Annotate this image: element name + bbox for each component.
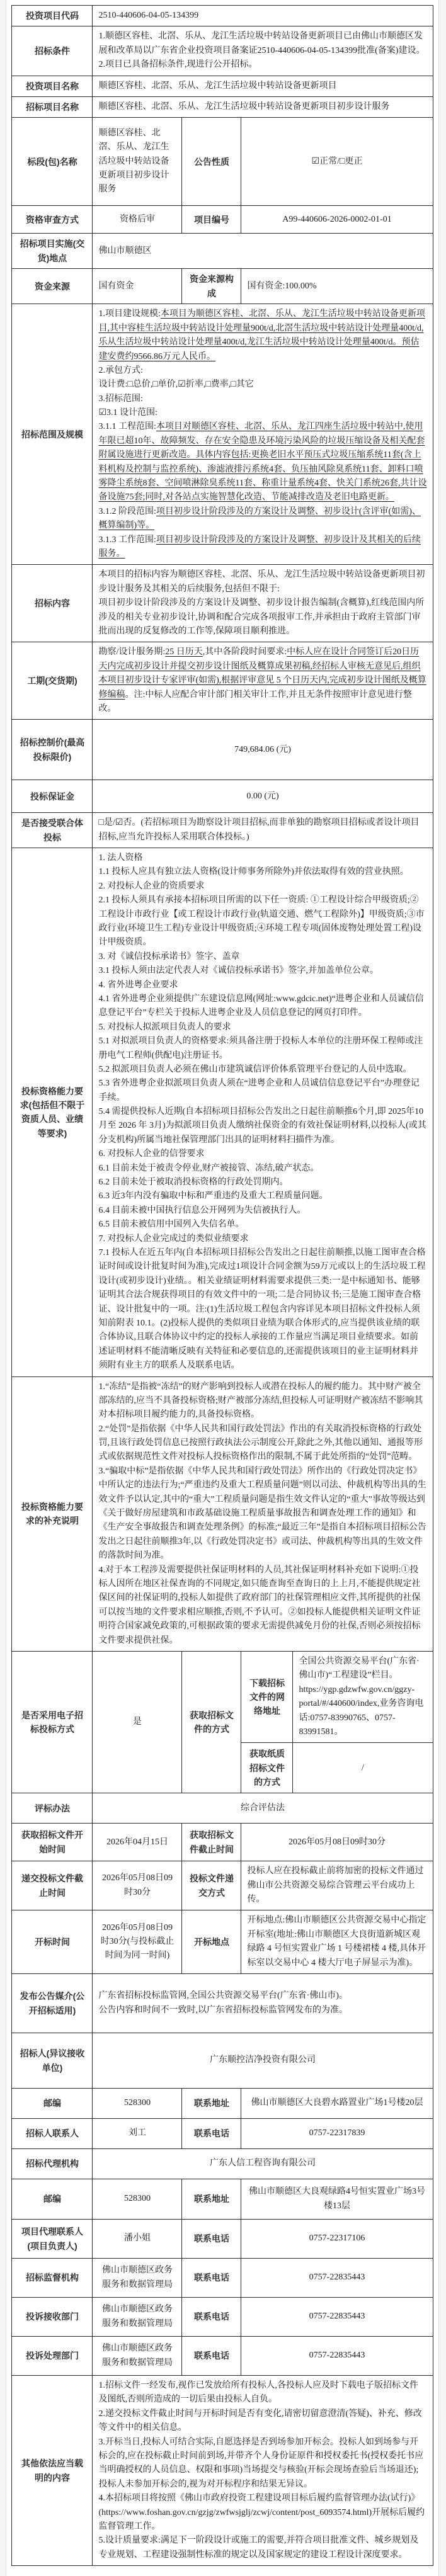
- project-code-value: 2510-440606-04-05-134399: [93, 6, 433, 26]
- bid-bond-value: 0.00 (元): [93, 780, 433, 813]
- project-number-value: A99-440606-2026-0002-01-01: [241, 206, 433, 234]
- funding-composition-value: 国有资金:100.00%: [241, 269, 433, 304]
- e-bidding-label: 是否采用电子招标投标方式: [12, 1651, 93, 1793]
- table-row: [12, 1910, 433, 1974]
- doc-obtain-method-label: 获取招标文件的方式: [182, 1651, 241, 1793]
- phone2-label: 联系电话: [182, 2220, 241, 2259]
- table-row: [12, 206, 433, 234]
- table-row: [12, 2179, 433, 2220]
- agency-value: 广东人信工程咨询有限公司: [93, 2149, 433, 2179]
- conditions-label: 招标条件: [12, 26, 93, 76]
- zip1-label: 邮编: [12, 2089, 93, 2119]
- others-label: 其他依法应当载明的内容: [12, 2376, 93, 2566]
- table-row: [12, 269, 433, 304]
- qualify-req-label: 投标资格能力要求(包括但不限于资质人员、业绩等要求): [12, 848, 93, 1376]
- download-url-value: 全国公共资源交易平台(广东省·佛山市)“工程建设”栏目。https://ygp.gdzwfw.gov.cn/ggzy-portal/#/440600/index,业务咨询电话:0757-83990765、0757-83991581。: [293, 1651, 433, 1742]
- phone4-value: 0757-22835443: [241, 2298, 433, 2337]
- phone5-label: 联系电话: [182, 2337, 241, 2376]
- submission-deadline-label: 递交投标文件截止时间: [12, 1861, 93, 1910]
- paper-doc-label: 获取纸质招标文件的方式: [241, 1743, 293, 1793]
- consortium-label: 是否接受联合体投标: [12, 813, 93, 848]
- supplement-label: 投标资格能力要求的补充说明: [12, 1376, 93, 1651]
- table-row: [12, 6, 433, 26]
- download-url-label: 下载招标文件的网络地址: [241, 1651, 293, 1742]
- tenderer-value: 广东顺控洁净投资有限公司: [93, 2033, 433, 2089]
- media-value: 广东省招标投标监管网,全国公共资源交易平台(广东省·佛山市)。 公告内容和时间不一致时,以广东省招标投标监管网发布的为准。: [93, 1974, 433, 2033]
- evaluation-method-label: 评标办法: [12, 1793, 93, 1824]
- table-row: [12, 2033, 433, 2089]
- section-value: 顺德区容桂、北滘、乐从、龙江生活垃圾中转站设备更新项目初步设计服务: [93, 118, 182, 206]
- phone1-label: 联系电话: [182, 2119, 241, 2149]
- conditions-value: 1.顺德区容桂、北滘、乐从、龙江生活垃圾中转站设备更新项目已由佛山市顺德区发展和改革局以广东省企业投资项目备案证2510-440606-04-05-134399批准(备案)建设。 2.项目已具备招标条件,现进行公开招标。: [93, 26, 433, 76]
- delivery-location-value: 佛山市顺德区: [93, 234, 433, 269]
- submission-method-label: 投标文件递交方式: [182, 1861, 241, 1910]
- address1-label: 联系地址: [182, 2089, 241, 2119]
- supplement-value: 1.“冻结”是指被“冻结”的财产影响到投标人或潜在投标人的履约能力。其中财产被全部冻结的,应当不具备投标资格;财产被部分冻结,但投标人可证明财产被冻结不影响其对本招标项目履约能力的,具备投标资格。 2.“处罚”是指依据《中华人民共和国行政处罚法》作出的有关取消投标资格的行政处罚,且该行政处罚信息已按照行政执法公示制度公开,除此之外,其他以通知、通报等形式或依据规范性文件对投标人投标资格作出的限制,不属于此处所指的“处罚”范畴。 3.“骗取中标”是指依据《中华人民共和国行政处罚法》所作出的《行政处罚决定书》中所认定的违法行为;“严重违约及重大工程质量问题”则以司法、仲裁机构等出具的生效文件予以认定,其中的“重大”工程质量问题是指生效文件认定的“重大”事故等级达到《关于做好房屋建筑和市政基础设施工程质量事故报告和调查处理工作的通知》和《生产安全事故报告和调查处理条例》的标准;“最近三年”是指自本招标项目招标公告发出之日起往前顺推3年,以《行政处罚决定书》或司法、仲裁机构等出具的生效文件的落款时间为准。 4.对于本工程涉及需要提供社保证明材料的人员,其社保证明材料补充如下说明:①投标人因所在地区社保查询的不同规定,如只能查询至查询日的上上月,不能提供规定社保区间的社保证明的,投标人如提供了政府部门的社保管理相应文件,其所提供的社保可以按当地的文件要求相应顺推,否则,不予认可。②如投标人能提供相关证明文件证明符合国家减免政策的,可根据政策的要求无需提供减免月份的社保,否则必须按招标文件要求提供社保。: [93, 1376, 433, 1651]
- scope-label: 招标范围及规模: [12, 304, 93, 565]
- funding-composition-label: 资金来源构成: [182, 269, 241, 304]
- delivery-location-label: 招标项目实施(交货)地点: [12, 234, 93, 269]
- table-row: [12, 26, 433, 76]
- consortium-value: □是/☑否。(若招标项目为勘察设计项目招标,而非单独的勘察项目招标或者设计项目招标,应当允许投标人采用联合体投标。): [93, 813, 433, 848]
- table-row: [12, 2089, 433, 2119]
- duration-label: 工期(交货期): [12, 642, 93, 720]
- paper-doc-value: /: [293, 1743, 433, 1793]
- supervisor-value: 佛山市顺德区政务服务和数据管理局: [93, 2259, 182, 2298]
- e-bidding-value: 是: [93, 1651, 182, 1793]
- table-row: [12, 2337, 433, 2376]
- phone3-value: 0757-22835443: [241, 2259, 433, 2298]
- supervisor-label: 招标监督机构: [12, 2259, 93, 2298]
- table-row: [12, 1974, 433, 2033]
- control-price-label: 招标控制价(最高投标限价): [12, 720, 93, 780]
- qualify-req-value: 1. 法人资格 1.1 投标人应具有独立法人资格(设计师事务所除外)并依法取得有效的营业执照。 2. 对投标人企业的资质要求 2.1 投标人须具有承接本招标项目所需的以下任一资质: ①工程设计综合甲级资质;②工程设计市政行业【或工程设计市政行业(轨道交通、燃气工程除外)】甲级资质;③市政行业(环境卫生工程)专业设计甲级资质;④环境工程专项(固体废物处理处置工程)设计甲级资质。 3. 对《诚信投标承诺书》签字、盖章 3.1 投标人须由法定代表人对《诚信投标承诺书》签字,并加盖单位公章。 4. 省外进粤企业要求 4.1 省外进粤企业须提供广东建设信息网(网址:www.gdcic.net)“进粤企业和人员诚信信息登记平台”专栏关于投标人进粤企业及人员信息登记的网页打印件。 5. 对投标人拟派项目负责人的要求 5.1 对拟派项目负责人的资格要求:须具备注册于投标人本单位的注册环保工程师或注册电气工程师(供配电)注册证书。 5.2 拟派项目负责人必须在佛山市建筑诚信评价体系管理平台登记的人员中选取。 5.3 省外进粤企业拟派项目负责人须在“进粤企业和人员诚信信息登记平台”办理登记手续。 5.4 需提供投标人近期(自本招标项目招标公告发出之日起往前顺推6个月,即 2025年10月至 2026 年 3月)为拟派项目负责人缴纳社保资金的有效社保证明材料,以投标人(或其分支机构)所属当地社保管理部门出具的证明材料扫描件为准。 6. 对投标人企业的信誉要求 6.1 目前未处于被责令停业,财产被接管、冻结,破产状态。 6.2 目前未处于被取消投标资格的行政处罚期内。 6.3 近3年内没有骗取中标和严重违约及重大工程质量问题。 6.4 目前未被中国执行信息公开网列为失信被执行人。 6.5 目前未被信用中国列入失信名单。 7. 对投标人企业完成过的类似业绩要求 7.1 投标人在近五年内(自本招标项目招标公告发出之日起往前顺推,以施工图审查合格证时间或设计批复时间为准),完成过1项设计合同金额为59万元或以上的生活垃圾工程设计(或初步设计)业绩。。相关业绩证明材料需要求提供三类:一是中标通知书、能够证明其合法合规获得项目的有效文件中的一项;二是合同协议书;三是施工图审查合格证、设计批复中的一项。注:(1)生活垃圾工程包含内容详见本项目招标文件投标人须知前附表 10.1。(2)投标人提供的类似项目业绩为联合体形式的,应当提供该业绩的联合体协议,且联合体协议中约定的投标人承接的工作量应当满足项目业绩要求。如前述证明材料不能清晰反映有关特征和必要信息的,还需提供该项目的业主证明材料并须附有业主方的联系人及联系电话。: [93, 848, 433, 1376]
- tenderer-contact-value: 刘工: [93, 2119, 182, 2149]
- tenderer-contact-label: 招标人联系人: [12, 2119, 93, 2149]
- notice-nature-label: 公告性质: [182, 118, 241, 206]
- tender-content-value: 本项目的招标内容为顺德区容桂、北滘、乐从、龙江生活垃圾中转站设备更新项目初步设计服务及其相关的后续服务,包括但不限于: 项目初步设计阶段涉及的方案设计及调整、初步设计报告编制(含概算),红线范围内所涉及的相关专业初步设计,协调和配合完成各项报审工作,并承担由于政府主管部门审批而出现的反复修改的工作等,保障项目顺利推进。: [93, 565, 433, 642]
- scope-value: 1.项目建设规模:本项目为顺德区容桂、北滘、乐从、龙江生活垃圾中转站设备更新项目,其中容桂生活垃圾中转站设计处理量900t/d,北滘生活垃圾中转站设计处理量400t/d,乐从生活垃圾中转站设计处理量400t/d,龙江生活垃圾中转站设计处理量400t/d。预估建安费约9566.86万元人民币。 2.承包方式: 设计费:□总价,□单价,☑折率,□费率,□其它 3.招标范围: ☑3.1 设计范围: 3.1.1 工程范围:本项目对顺德区容桂、北滘、乐从、龙江四座生活垃圾中转站中,使用年限已超10年、故障频发、存在安全隐患及环境污染风险的垃圾压缩设备及相关配套附属设施进行更新改造。具体内容包括:更换老旧水平预压式垃圾压缩系统11套(含上料机构及控制与监控系统)、渗滤液排污系统4套、负压抽风除臭系统11套、卸料口喷雾降尘系统8套、空间喷淋除臭系统11套、称重计量系统4套、快关门系统26套,共计设备设施75套;同时,对各站点实施智慧化改造、节能减排改造及老旧电路更新。 3.1.2 阶段范围:项目初步设计阶段涉及的方案设计及调整、初步设计(含评审(如需)、概算编制)等。 3.1.3 工作范围:项目初步设计阶段涉及的方案设计及调整、初步设计及其相关的后续服务。: [93, 304, 433, 565]
- phone1-value: 0757-22317839: [241, 2119, 433, 2149]
- agency-label: 招标代理机构: [12, 2149, 93, 2179]
- qualification-method-label: 资格审查方式: [12, 206, 93, 234]
- address1-value: 佛山市顺德区大良碧水路置业广场1号楼20层: [241, 2089, 433, 2119]
- others-value: 1.招标文件一经发布,视作已发放给所有投标人,各投标人应及时下载电子版招标文件及图纸,否则所造成的一切后果由投标人自负。 2.递交投标文件截止时间与开标时间是否有变化,请密切留意澄清(答疑)、补充、修改等文件中的相关信息。 3.开标当日,投标人可结合实际,自愿选择是否到场参加开标会。投标人如到场参与开标会的,应在投标截止时间前到场,并带齐个人身份证原件和授权委托书(授权委托书应当明确授权的人员信息、权限和事项)当场提交与核验(开标会现场查验后当场退还);投标人未参加开标会的,视为对开标程序和结果无异议。 4.本招标项目将按照《佛山市政府投资工程建设项目标后履约监督管理办法(试行)》(https://www.foshan.gov.cn/gzjg/zwfwsjglj/zcwj/content/post_6093574.html)开展标后履约监督管理工作。 5.设计质量要求:满足下一阶段设计或施工的需要,并符合项目批准文件、城乡规划及专业规划、工程建设强制性标准的规定以及国家规定的建设工程设计深度要求。: [93, 2376, 433, 2566]
- opening-place-label: 开标地点: [182, 1910, 241, 1974]
- table-row: [12, 720, 433, 780]
- table-row: [12, 1824, 433, 1861]
- table-row: [12, 118, 433, 206]
- notice-nature-value: ☑正常/□更正: [241, 118, 433, 206]
- table-row: [12, 2259, 433, 2298]
- address2-value: 佛山市顺德区大良观绿路4号恒实置业广场3号楼13层: [241, 2179, 433, 2220]
- zip1-value: 528300: [93, 2089, 182, 2119]
- media-label: 发布公告媒介(公开招标适用): [12, 1974, 93, 2033]
- tender-announcement-table: [11, 5, 433, 2566]
- table-row: [12, 1793, 433, 1824]
- table-row: [12, 234, 433, 269]
- announcement-page: [6, 0, 439, 2576]
- tender-name-label: 招标项目名称: [12, 96, 93, 117]
- table-row: [12, 813, 433, 848]
- table-row: [12, 1651, 433, 1742]
- doc-start-time-value: 2026年04月15日: [93, 1824, 182, 1861]
- qualification-method-value: 资格后审: [93, 206, 182, 234]
- table-row: [12, 2220, 433, 2259]
- agent-contact-label: 项目代理联系人(项目负责人): [12, 2220, 93, 2259]
- project-number-label: 项目编号: [182, 206, 241, 234]
- section-label: 标段(包)名称: [12, 118, 93, 206]
- zip2-label: 邮编: [12, 2179, 93, 2220]
- zip2-value: 528300: [93, 2179, 182, 2220]
- funding-source-label: 资金来源: [12, 269, 93, 304]
- control-price-value: 749,684.06 (元): [93, 720, 433, 780]
- table-row: [12, 1376, 433, 1651]
- tenderer-label: 招标人(异议接收单位): [12, 2033, 93, 2089]
- doc-deadline-value: 2026年05月08日09时30分: [241, 1824, 433, 1861]
- table-row: [12, 304, 433, 565]
- table-row: [12, 2119, 433, 2149]
- table-row: [12, 2376, 433, 2566]
- complaint-handle-value: 佛山市顺德区政务服务和数据管理局: [93, 2337, 182, 2376]
- phone3-label: 联系电话: [182, 2259, 241, 2298]
- table-row: [12, 76, 433, 96]
- evaluation-method-value: 综合评估法: [93, 1793, 433, 1824]
- invest-name-label: 投资项目名称: [12, 76, 93, 96]
- complaint-handle-label: 投诉处理部门: [12, 2337, 93, 2376]
- table-row: [12, 2149, 433, 2179]
- duration-value: 勘察/设计服务期:25 日历天,其中各阶段时间要求:中标人应在设计合同签订后20日历天内完成初步设计并提交初步设计图纸及概算成果初稿,经招标人审核无意见后,组织本项目初步设计专家评审(如需),根据评审意见 5 个日历天内,完成初步设计图纸及概算修编稿。注:中标人应配合审计部门相关审计工作,并且无条件按照审计意见进行整改。: [93, 642, 433, 720]
- agent-contact-value: 潘小姐: [93, 2220, 182, 2259]
- opening-time-value: 2026年05月08日09时30分(与投标截止时间为同一时间): [93, 1910, 182, 1974]
- submission-method-value: 投标人应在投标截止前将加密的投标文件通过佛山市公共资源交易综合管理云平台成功上传。: [241, 1861, 433, 1910]
- tender-content-label: 招标内容: [12, 565, 93, 642]
- table-row: [12, 565, 433, 642]
- phone2-value: 0757-22317106: [241, 2220, 433, 2259]
- table-row: [12, 780, 433, 813]
- complaint-recv-value: 佛山市顺德区政务服务和数据管理局: [93, 2298, 182, 2337]
- project-code-label: 投资项目代码: [12, 6, 93, 26]
- phone4-label: 联系电话: [182, 2298, 241, 2337]
- table-row: [12, 1861, 433, 1910]
- tender-name-value: 顺德区容桂、北滘、乐从、龙江生活垃圾中转站设备更新项目初步设计服务: [93, 96, 433, 117]
- doc-start-time-label: 获取招标文件开始时间: [12, 1824, 93, 1861]
- phone5-value: 0757-22835443: [241, 2337, 433, 2376]
- submission-deadline-value: 2026年05月08日09时30分: [93, 1861, 182, 1910]
- funding-source-value: 国有资金: [93, 269, 182, 304]
- opening-place-value: 开标地点:佛山市顺德区公共资源交易中心指定开标室(地址:佛山市顺德区大良街道新城区观绿路 4 号恒实置业广场 1 号楼裙楼 4 楼,具体开标室以交易中心 4 楼大厅电子屏显示为准)。: [241, 1910, 433, 1974]
- invest-name-value: 顺德区容桂、北滘、乐从、龙江生活垃圾中转站设备更新项目: [93, 76, 433, 96]
- table-row: [12, 96, 433, 117]
- doc-deadline-label: 获取招标文件截止时间: [182, 1824, 241, 1861]
- complaint-recv-label: 投诉接收部门: [12, 2298, 93, 2337]
- address2-label: 联系地址: [182, 2179, 241, 2220]
- bid-bond-label: 投标保证金: [12, 780, 93, 813]
- table-row: [12, 848, 433, 1376]
- table-row: [12, 642, 433, 720]
- table-row: [12, 2298, 433, 2337]
- opening-time-label: 开标时间: [12, 1910, 93, 1974]
